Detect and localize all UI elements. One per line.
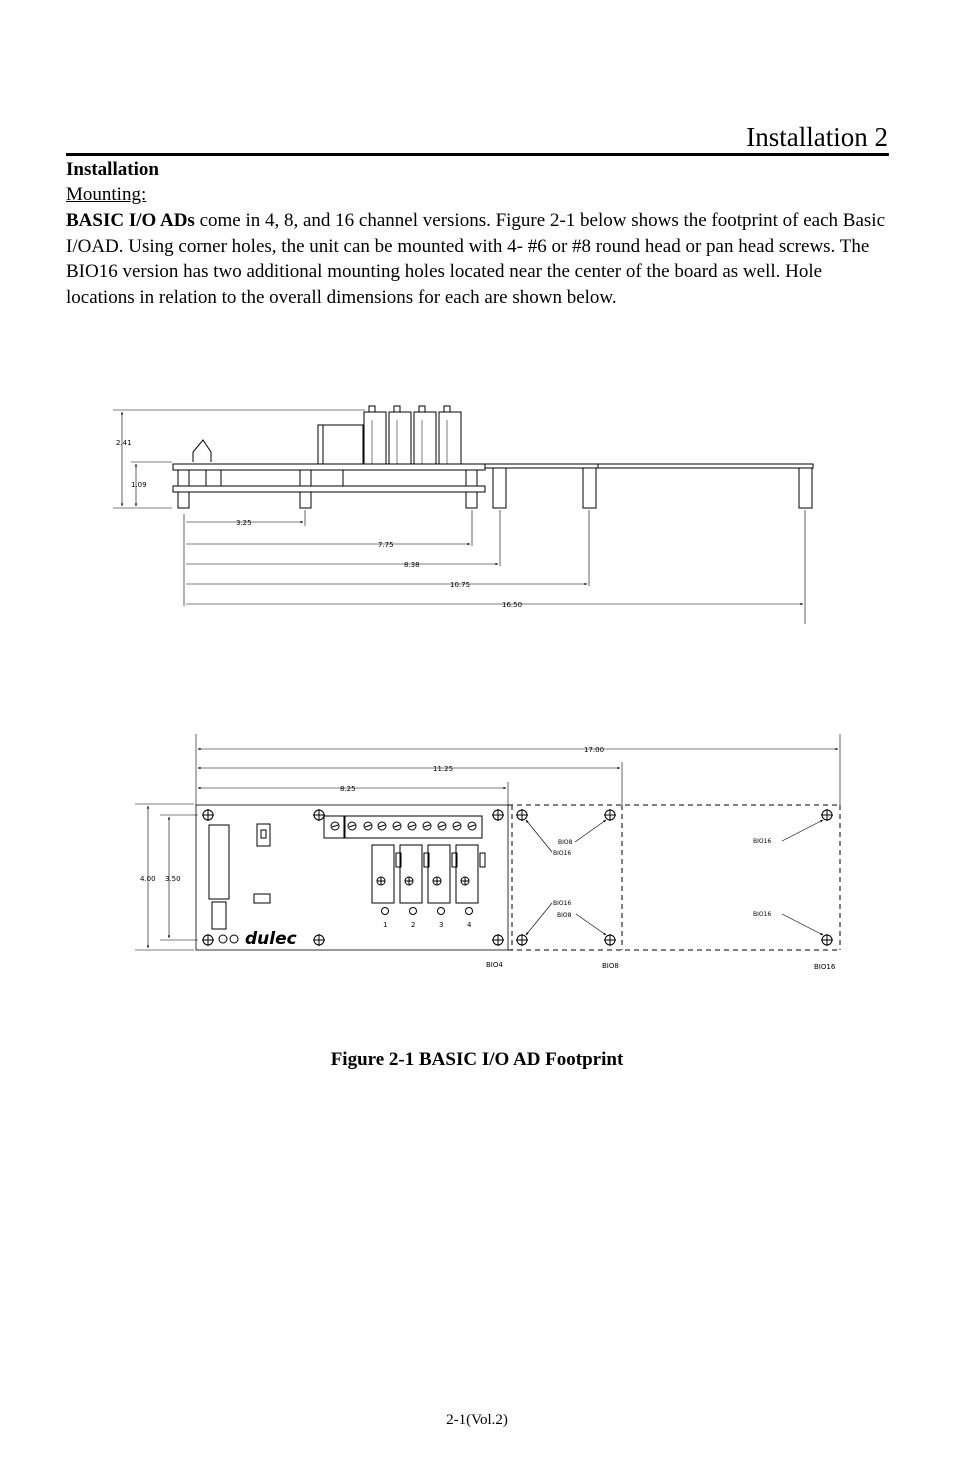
dim-7-75: 7.75	[378, 541, 394, 549]
dim-height-board: 1.09	[131, 481, 147, 489]
dim-height-total: 2.41	[116, 439, 132, 447]
hole-label-bio16-top: BIO16	[553, 850, 572, 857]
hole-label-bio16-bottom: BIO16	[553, 900, 572, 907]
hole-label-bio16-right-bottom: BIO16	[753, 911, 772, 918]
mounting-subheading: Mounting:	[66, 184, 147, 205]
dim-8-25: 8.25	[340, 785, 356, 793]
figure-caption: Figure 2-1 BASIC I/O AD Footprint	[330, 1049, 624, 1070]
channel-number: 2	[411, 921, 416, 929]
channel-number: 3	[439, 921, 444, 929]
dim-17-00: 17.00	[584, 746, 605, 754]
channel-number: 4	[467, 921, 472, 929]
dim-height-inner: 3.50	[165, 875, 181, 883]
channel-number: 1	[383, 921, 388, 929]
paragraph-lead: BASIC I/O ADs	[66, 210, 195, 231]
mounting-holes	[202, 809, 833, 946]
dim-16-50: 16.50	[502, 601, 523, 609]
section-label-bio4: BIO4	[486, 961, 503, 969]
side-view	[113, 406, 813, 624]
top-view	[135, 734, 840, 950]
dim-3-25: 3.25	[236, 519, 252, 527]
chapter-title: Installation 2	[746, 122, 888, 152]
page-number: 2-1(Vol.2)	[446, 1412, 508, 1428]
section-label-bio8: BIO8	[602, 962, 619, 970]
io-modules	[372, 845, 485, 915]
section-heading: Installation	[66, 159, 159, 180]
section-label-bio16: BIO16	[814, 963, 836, 971]
paragraph-body: come in 4, 8, and 16 channel versions. Figure 2-1 below shows the footprint of each Basic I/OAD. Using corner holes, the unit can be mounted with 4- #6 or #8 round head or pan head screws. The BIO16 version has two additional mounting holes located near the center of the board as well. Hole locations in relation to the overall dimensions for each are shown below.	[66, 210, 886, 308]
hole-label-bio16-right-top: BIO16	[753, 838, 772, 845]
dim-11-25: 11.25	[433, 765, 454, 773]
dim-8-38: 8.38	[404, 561, 420, 569]
dulec-logo: dulec	[245, 929, 297, 949]
terminal-screws	[331, 822, 476, 830]
dim-10-75: 10.75	[450, 581, 471, 589]
hole-label-bio8-bottom: BIO8	[557, 912, 572, 919]
dim-height-outer: 4.00	[140, 875, 156, 883]
hole-label-bio8-top: BIO8	[558, 839, 573, 846]
